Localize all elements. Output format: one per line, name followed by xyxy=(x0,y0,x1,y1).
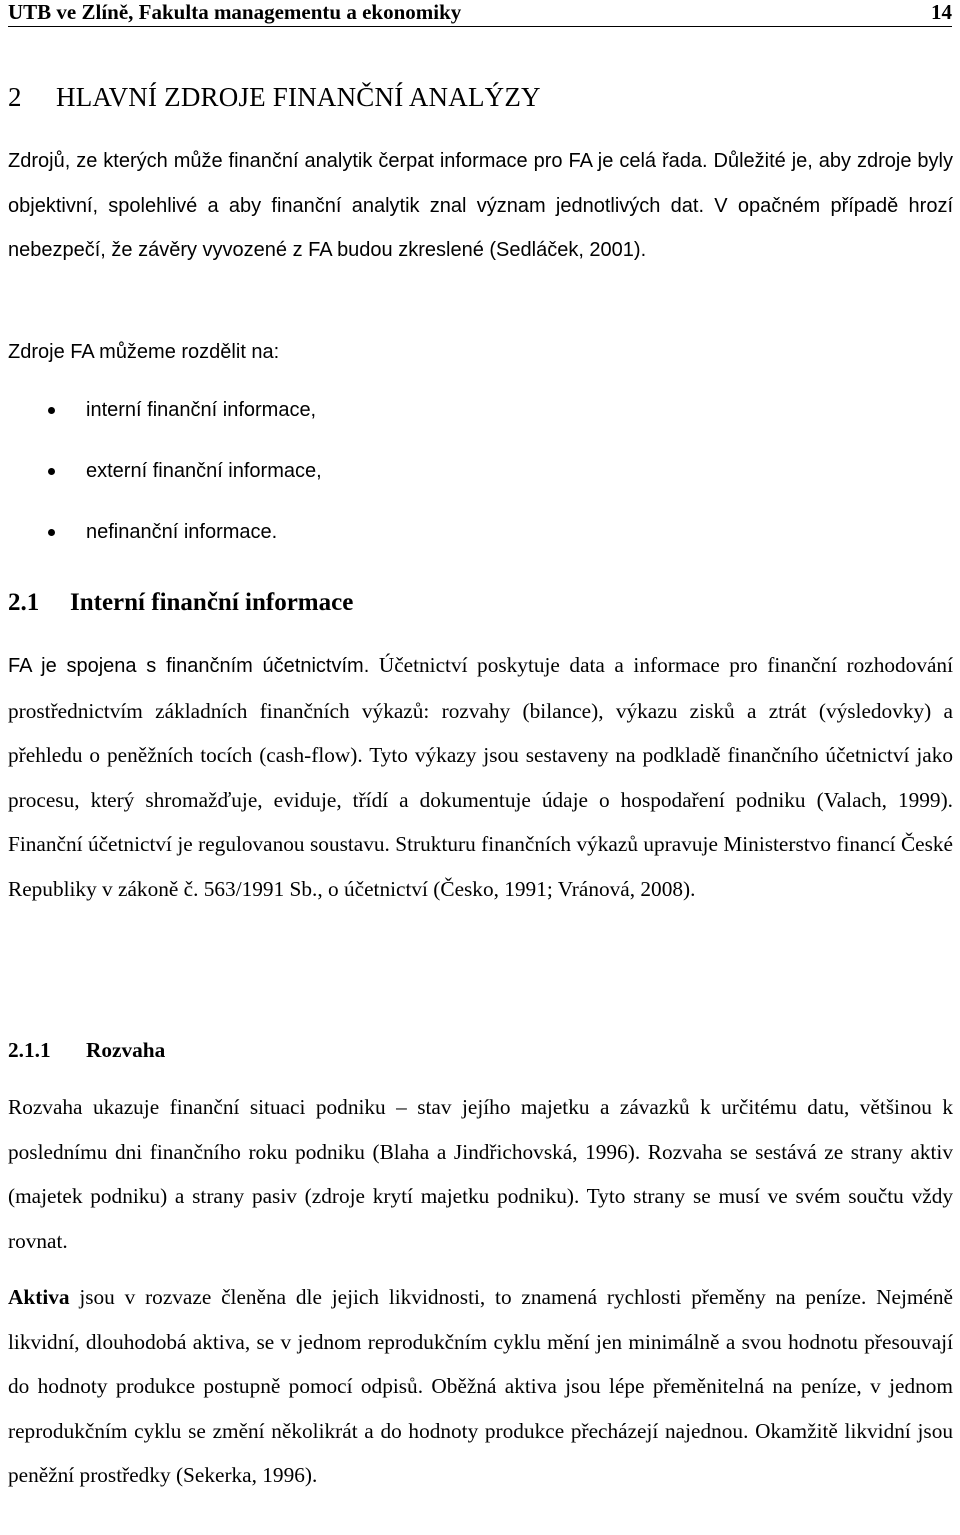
page-number: 14 xyxy=(931,0,952,24)
header-title: UTB ve Zlíně, Fakulta managementu a ekonomiky xyxy=(8,0,462,24)
chapter-heading xyxy=(8,80,541,114)
list-item xyxy=(0,388,322,449)
subsection-heading xyxy=(8,1033,165,1067)
chapter-title: HLAVNÍ ZDROJE FINANČNÍ ANALÝZY xyxy=(56,82,541,112)
chapter-number: 2 xyxy=(8,82,22,112)
running-header xyxy=(8,0,952,27)
list-item-text: nefinanční informace. xyxy=(86,521,278,543)
assets-description: jsou v rozvaze členěna dle jejich likvidnosti, to znamená rychlosti přeměny na peníze. Nejméně likvidní, dlouhodobá aktiva, se v jednom reprodukčním cyklu mění jen minimálně a svou hodnotu přesouvají do hodnoty produkce postupně pomocí odpisů. Oběžná aktiva jsou lépe přeměnitelná na peníze, v jednom reprodukčním cyklu se změní několikrát a do hodnoty produkce přecházejí najednou. Okamžitě likvidní jsou peněžní prostředky (Sekerka, 1996). xyxy=(8,1285,953,1487)
section-paragraph-body: Účetnictví poskytuje data a informace pro finanční rozhodování prostřednictvím základních finančních výkazů: rozvahy (bilance), výkazu zisků a ztrát (výsledovky) a přehledu o peněžních tocích (cash-flow). Tyto výkazy jsou sestaveny na podkladě finančního účetnictví jako procesu, který shromažďuje, eviduje, třídí a dokumentuje údaje o hospodaření podniku (Valach, 1999). Finanční účetnictví je regulovanou soustavu. Strukturu finančních výkazů upravuje Ministerstvo financí České Republiky v zákoně č. 563/1991 Sb., o účetnictví (Česko, 1991; Vránová, 2008). xyxy=(8,653,953,901)
list-item-text: externí finanční informace, xyxy=(86,460,322,482)
subsection-title: Rozvaha xyxy=(86,1038,166,1062)
bullet-icon xyxy=(48,529,55,536)
subsection-paragraph-2 xyxy=(8,1275,953,1498)
bullet-icon xyxy=(48,407,55,414)
intro-paragraph-1: Zdrojů, ze kterých může finanční analytik čerpat informace pro FA je celá řada. Důležité je, aby zdroje byly objektivní, spolehlivé a aby finanční analytik znal význam jednotlivých dat. V opačném případě hrozí nebezpečí, že závěry vyvozené z FA budou zkreslené (Sedláček, 2001). xyxy=(8,150,953,261)
list-item-text: interní finanční informace, xyxy=(86,399,317,421)
bullet-icon xyxy=(48,468,55,475)
section-heading xyxy=(8,585,353,621)
subsection-paragraph-1: Rozvaha ukazuje finanční situaci podniku – stav jejího majetku a závazků k určitému datu, většinou k poslednímu dni finančního roku podniku (Blaha a Jindřichovská, 1996). Rozvaha se sestává ze strany aktiv (majetek podniku) a strany pasiv (zdroje krytí majetku podniku). Tyto strany se musí ve svém součtu vždy rovnat. xyxy=(8,1095,953,1253)
subsection-number: 2.1.1 xyxy=(8,1038,51,1062)
section-paragraph xyxy=(8,643,953,911)
list-item xyxy=(0,449,322,510)
section-paragraph-lead: FA je spojena s finančním účetnictvím. xyxy=(8,655,370,677)
sources-list xyxy=(0,388,322,571)
assets-term: Aktiva xyxy=(8,1285,70,1309)
section-title: Interní finanční informace xyxy=(70,589,354,616)
list-item xyxy=(0,510,322,571)
intro-paragraph-2: Zdroje FA můžeme rozdělit na: xyxy=(8,341,280,363)
section-number: 2.1 xyxy=(8,589,40,616)
